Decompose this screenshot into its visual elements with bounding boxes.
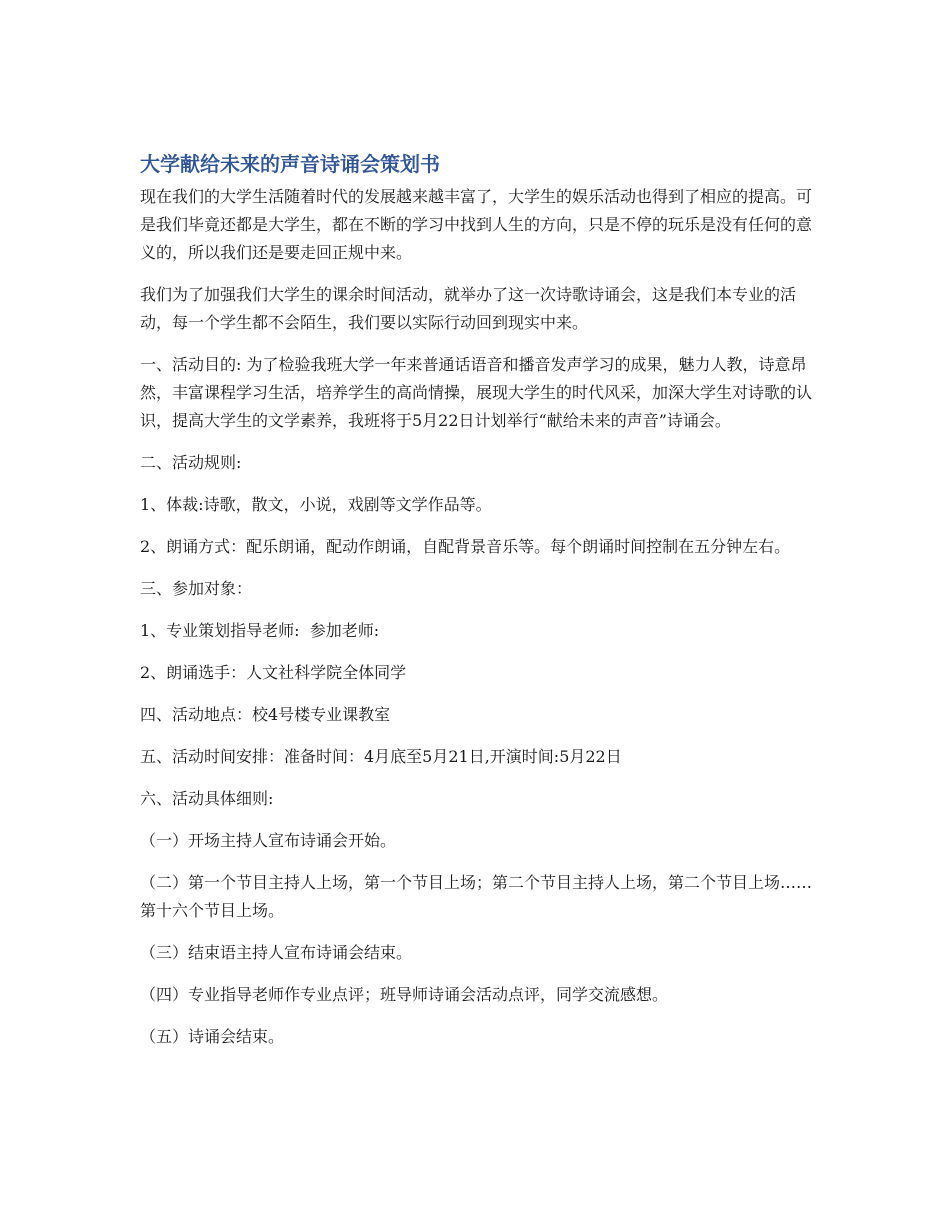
participant-item-teachers: 1、专业策划指导老师: 参加老师: (140, 621, 380, 640)
detail-item-opening: （一）开场主持人宣布诗诵会开始。 (140, 831, 397, 850)
paragraph-background: 我们为了加强我们大学生的课余时间活动，就举办了这一次诗歌诗诵会，这是我们本专业的活动，每一个学生都不会陌生，我们要以实际行动回到现实中来。 (140, 285, 797, 332)
section-venue: 四、活动地点：校4号楼专业课教室 (140, 705, 391, 724)
paragraph-purpose: 一、活动目的: 为了检验我班大学一年来普通话语音和播音发声学习的成果，魅力人教，诗意昂然，丰富课程学习生活，培养学生的高尚情操，展现大学生的时代风采，加深大学生对诗歌的认识，提高大学生的文学素养，我班将于5月22日计划举行“献给未来的声音”诗诵会。 (140, 355, 813, 430)
document-page (140, 150, 812, 1051)
section-schedule: 五、活动时间安排：准备时间：4月底至5月21日,开演时间:5月22日 (140, 747, 622, 766)
detail-item-programs: （二）第一个节目主持人上场，第一个节目上场；第二个节目主持人上场，第二个节目上场……第十六个节目上场。 (140, 873, 813, 920)
rule-item-recitation-method: 2、朗诵方式：配乐朗诵，配动作朗诵，自配背景音乐等。每个朗诵时间控制在五分钟左右。 (140, 537, 791, 556)
section-heading-rules: 二、活动规则: (140, 453, 242, 472)
participant-item-contestants: 2、朗诵选手：人文社科学院全体同学 (140, 663, 407, 682)
detail-item-end: （五）诗诵会结束。 (140, 1027, 285, 1046)
section-heading-details: 六、活动具体细则: (140, 789, 274, 808)
paragraph-intro: 现在我们的大学生活随着时代的发展越来越丰富了，大学生的娱乐活动也得到了相应的提高。可是我们毕竟还都是大学生，都在不断的学习中找到人生的方向，只是不停的玩乐是没有任何的意义的，所以我们还是要走回正规中来。 (140, 187, 813, 262)
detail-item-closing-remarks: （三）结束语主持人宣布诗诵会结束。 (140, 943, 413, 962)
document-title: 大学献给未来的声音诗诵会策划书 (140, 152, 440, 176)
rule-item-genre: 1、体裁:诗歌，散文，小说，戏剧等文学作品等。 (140, 495, 492, 514)
section-heading-participants: 三、参加对象： (140, 579, 253, 598)
detail-item-reviews: （四）专业指导老师作专业点评；班导师诗诵会活动点评，同学交流感想。 (140, 985, 669, 1004)
